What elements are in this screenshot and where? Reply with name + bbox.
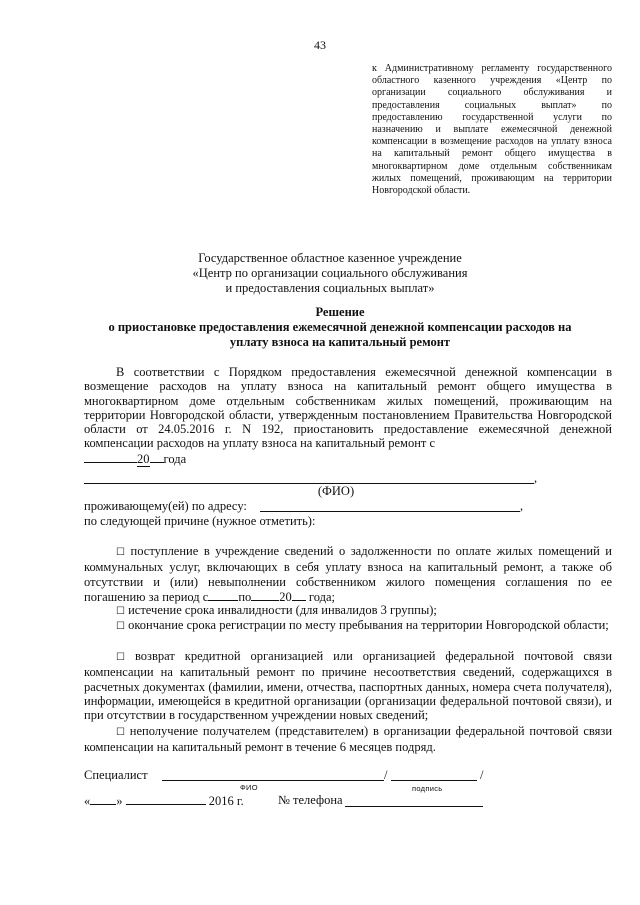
reason-disability (84, 603, 612, 619)
reason-debt-year: 20 (279, 589, 292, 604)
organization-line-1: Государственное областное казенное учреждение (198, 251, 462, 265)
checkbox-registration-icon[interactable]: ☐ (116, 621, 125, 632)
reason-label: по следующей причине (нужное отметить): (84, 514, 316, 528)
checkbox-non-receipt-icon[interactable]: ☐ (116, 727, 125, 738)
quote-close: » (116, 794, 123, 808)
footer-year: 2016 г. (208, 794, 244, 808)
date-year-prefix: 20 (137, 452, 150, 466)
fio-label: (ФИО) (317, 484, 355, 498)
year-blank[interactable] (150, 451, 164, 463)
reason-registration-text: окончание срока регистрации по месту пребывания на территории Новгородской области; (128, 618, 609, 632)
organization-line-2: «Центр по организации социального обслуживания (192, 266, 468, 280)
signature-line[interactable] (391, 780, 477, 781)
organization-line-3: и предоставления социальных выплат» (225, 281, 435, 295)
date-suffix: года (163, 452, 187, 466)
address-label: проживающему(ей) по адресу: (84, 499, 247, 513)
reason-debt-text: поступление в учреждение сведений о задолженности по оплате жилых помещений и коммунальных услуг, включающих в себя уплату взноса на капитальный ремонт, а также об отсутствии и (или) невыполнении собственником жилого помещения соглашения по ее погашению за период с (84, 544, 612, 604)
reason-non-receipt (84, 724, 612, 755)
fio-comma: , (534, 471, 538, 485)
address-line[interactable] (260, 511, 520, 512)
checkbox-refund-icon[interactable]: ☐ (116, 652, 125, 663)
specialist-fio-line[interactable] (162, 780, 384, 781)
intro-paragraph: В соответствии с Порядком предоставления ежемесячной денежной компенсации в возмещение расходов на уплату взноса на капитальный ремонт общего имущества в многоквартирном доме отдельным собственникам жилых помещений, проживающим на территории Новгородской области, утвержденным постановлением Правительства Новгородской области от 24.05.2016 г. N 192, приостановить предоставление ежемесячной денежной компенсации расходов на уплату взноса на капитальный ремонт с (84, 365, 612, 451)
reason-refund-text: возврат кредитной организацией или организацией федеральной почтовой связи компенсации на капитальный ремонт по причине несоответствия сведений, содержащихся в расчетных документах (фамилии, имени, отчества, паспортных данных, номера счета получателя), информации, имеющейся в кредитной организации (организации федеральной почтовой связи), и при отсутствии в государственном учреждении новых сведений; (84, 649, 613, 723)
date-line (84, 451, 186, 467)
phone-line[interactable] (345, 806, 483, 807)
document-title (100, 305, 580, 349)
address-comma: , (520, 499, 524, 513)
quote-open: « (84, 794, 91, 808)
sign-caption: подпись (412, 784, 443, 793)
reason-debt-po: по (238, 589, 252, 604)
footer-date (84, 793, 244, 809)
period-from-blank[interactable] (208, 589, 238, 601)
month-blank[interactable] (126, 793, 206, 805)
reason-registration (84, 618, 612, 634)
title-line-1: Решение (315, 305, 365, 319)
organization-name (140, 251, 520, 296)
signature-slash-2: / (480, 768, 484, 782)
checkbox-disability-icon[interactable]: ☐ (116, 606, 125, 617)
day-blank[interactable] (90, 793, 116, 805)
reason-disability-text: истечение срока инвалидности (для инвалидов 3 группы); (128, 603, 437, 617)
date-blank[interactable] (84, 451, 137, 463)
reason-debt (84, 544, 612, 604)
period-year-blank[interactable] (292, 589, 306, 601)
fio-caption: ФИО (240, 783, 258, 792)
page-number: 43 (314, 38, 326, 52)
annex-reference: к Административному регламенту государственного областного казенного учреждения «Центр по организации социального обслуживания и предоставления социальных выплат» по предоставлению государственной услуги по назначению и выплате ежемесячной денежной компенсации в возмещение расходов на уплату взноса на капитальный ремонт общего имущества в многоквартирном доме отдельным собственникам жилых помещений, проживающим на территории Новгородской области. (372, 63, 612, 197)
reason-refund (84, 649, 612, 722)
title-line-2: о приостановке предоставления ежемесячной денежной компенсации расходов на (108, 319, 572, 334)
specialist-label: Специалист (84, 768, 148, 782)
checkbox-debt-icon[interactable]: ☐ (116, 547, 125, 558)
reason-non-receipt-text: неполучение получателем (представителем) в организации федеральной почтовой связи компенсации на капитальный ремонт в течение 6 месяцев подряд. (84, 724, 613, 755)
reason-debt-end: года; (308, 589, 336, 604)
period-to-blank[interactable] (251, 589, 279, 601)
signature-slash-1: / (384, 768, 388, 782)
phone-label: № телефона (278, 793, 343, 807)
title-line-3: уплату взноса на капитальный ремонт (229, 334, 451, 349)
